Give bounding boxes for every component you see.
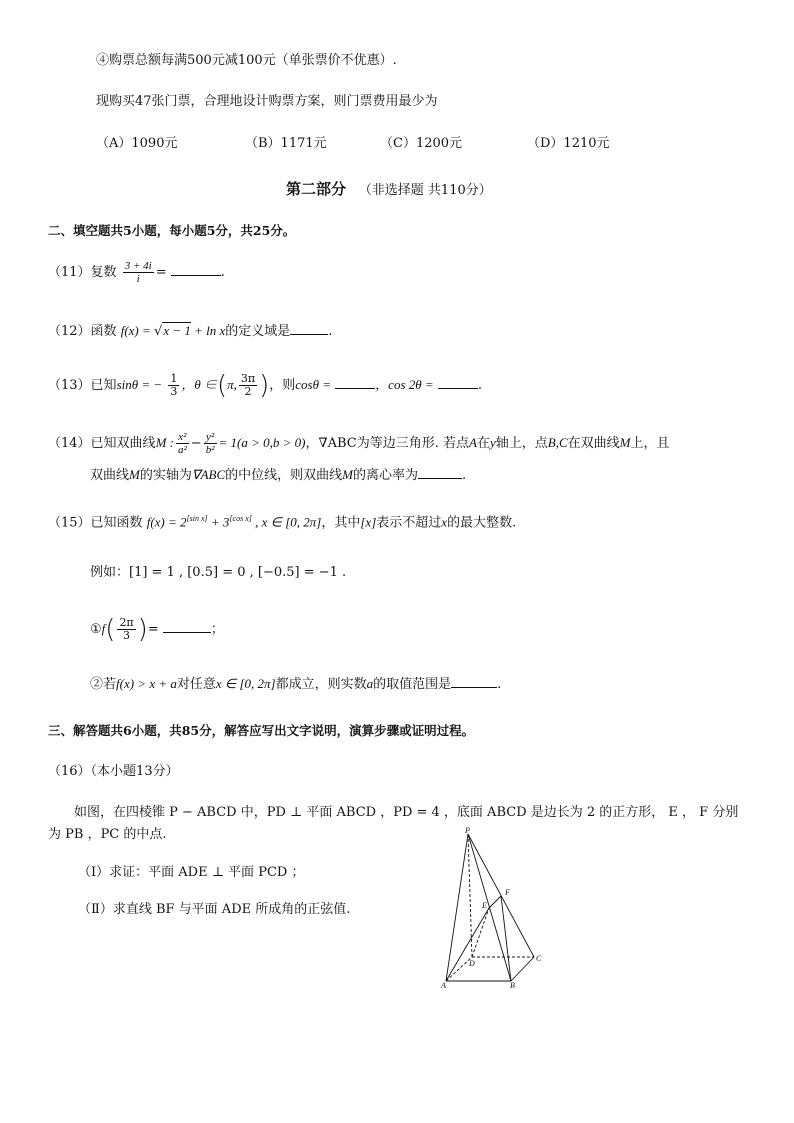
q14-line2-mid: 的实轴为 [139,468,192,483]
q15-sub2-mid2: 都成立，则实数 [275,677,367,692]
q13-numerator: 1 [170,372,178,385]
q15-sub1-den: 3 [123,629,131,642]
q15-sub-1: ①f( $\frac{2\pi}{3}$ )= ； [90,614,224,645]
label-C: C [536,954,542,963]
q14-line2-abc: ∇ABC [191,467,226,482]
q14-line2-M: M [129,467,140,482]
edge-AE [446,908,489,981]
pyramid-figure [436,826,556,991]
label-B: B [510,981,515,990]
q14-BC: B,C [547,435,568,450]
q15-exp2: [cos x] [229,514,252,523]
q15-x: x [441,514,448,530]
section-3-heading: 三、解答题共6小题，共85分，解答应写出文字说明，演算步骤或证明过程。 [48,723,475,738]
q15-example: 例如：[1] = 1 , [0.5] = 0 , [−0.5] = −1 . [90,565,347,580]
q13-denominator: 3 [170,385,178,398]
q15-sub1-mark: ① [90,622,102,637]
part-title-sub: （非选择题 共110分） [358,183,492,198]
edge-EF [489,896,501,908]
option-c: （C）1200元 [380,136,463,151]
q14-y-frac [204,431,217,456]
q12-radicand: x − 1 [163,323,191,338]
q13-sin: sinθ = − [116,377,163,392]
rule-4: ④购票总额每满500元减100元（单张票价不优惠）. [96,53,397,68]
label-E: E [482,901,487,910]
section-2-heading: 二、填空题共5小题，每小题5分，共25分。 [48,223,296,238]
q14-M2: M [619,435,631,450]
option-b: （B）1171元 [245,136,327,151]
label-P: P [465,826,470,835]
q15-sub2-a: a [366,676,374,691]
q16-part-1: （Ⅰ）求证：平面 ADE ⊥ 平面 PCD ； [78,865,305,880]
question-text: 现购买47张门票，合理地设计购票方案，则门票费用最少为 [96,94,438,109]
question-13: （13）已知sinθ = − $\frac{1}{3}$ ，θ ∈(π, $\frac{3\pi}{2}$ )，则cosθ = ，cos 2θ = . [48,370,482,401]
q15-sub-2: ②若f(x) > x + a对任意x ∈ [0, 2π]都成立，则实数a的取值范围是 . [90,676,502,692]
q13-cos2: ，cos 2θ = [375,377,434,392]
q12-answer-blank[interactable] [290,322,328,335]
q16-line-1: 如图，在四棱锥 P − ABCD 中，PD ⊥ 平面 ABCD ，PD = 4 ，底面 ABCD 是边长为 2 的正方形， E ， F 分别 [74,805,739,820]
q15-sub2-pre: ②若 [90,677,117,692]
q15-sub2-math: f(x) > x + a [116,676,177,691]
q15-end2: 的最大整数. [447,515,517,531]
q15-sub2-math2: x ∈ [0, 2π] [215,676,276,691]
q14-M: M : [155,435,174,450]
q14-x-frac [176,431,189,456]
edge-PA [446,834,468,981]
question-14-line-2: 双曲线M的实轴为∇ABC的中位线，则双曲线M的离心率为 . [90,467,467,483]
q15-domain: , x ∈ [0, 2π] [251,514,322,530]
question-15 [48,510,516,532]
edge-FB [501,896,511,981]
question-11: （11）复数 $\frac{3 + 4i}{i}$ = . [48,260,225,285]
q14-mid4: 在双曲线 [567,436,620,451]
q14-y-den: b² [205,444,215,456]
q15-func: f(x) = 2 [146,514,187,530]
q15-pre: 已知函数 [90,515,143,531]
q15-sub1-f: f [101,621,106,636]
q11-equals: = [155,265,167,280]
q14-mid: ，∇ABC为等边三角形. 若点 [305,436,469,451]
q14-x-num: x² [176,431,189,444]
q14-number: （14） [48,436,91,451]
q15-sub1-end: ； [210,622,224,637]
q14-mid3: 轴上，点 [495,436,548,451]
q14-line2-pre: 双曲线 [90,468,130,483]
q11-denominator: i [136,273,140,285]
q14-mid2: 在 [476,436,490,451]
q11-answer-blank[interactable] [171,263,221,276]
q14-pre: 已知双曲线 [90,436,156,451]
q16-head: （16）（本小题13分） [48,764,179,779]
q13-pre: 已知 [90,378,117,393]
q13-int-den: 2 [244,385,252,398]
label-D: D [469,959,475,968]
question-14-line-1: （14）已知双曲线M : $\frac{\text{x²}}{\text{a²}}$ − $\frac{\text{y²}}{\text{b²}}$ = 1(a > 0,b > 0)，∇ABC为等边三角形. 若点A在y轴上，点B,C在双曲线M上，且 [48,431,670,456]
option-a: （A）1090元 [96,136,178,151]
q12-func: f(x) = [120,323,155,338]
q14-line2-mid2: 的中位线，则双曲线 [225,468,343,483]
q15-sub1-eq: = [147,622,159,637]
q11-number: （11） [48,265,91,280]
q11-text: 复数 [90,265,117,280]
q15-number: （15） [48,515,91,531]
label-A: A [441,981,446,990]
part-title [286,180,492,200]
question-12: （12）函数 f(x) = √x − 1 + ln x的定义域是 . [48,323,333,339]
q12-pre: 函数 [90,324,117,339]
q14-line2-end: 的离心率为 [352,468,418,483]
q13-cos: cosθ = [295,377,332,392]
q15-bracket: [x] [360,514,377,530]
q13-int-num: 3π [240,372,256,385]
q13-cos2-blank[interactable] [438,376,478,389]
q11-fraction [123,260,154,285]
label-F: F [505,888,510,897]
q13-interval-left: π, [227,377,237,392]
q14-y: y [489,435,496,450]
q12-post: 的定义域是 [225,324,291,339]
q12-number: （12） [48,324,91,339]
q14-line2-M2: M [342,467,353,482]
q15-sub1-blank[interactable] [163,620,211,633]
q12-post-math: + ln x [190,323,226,338]
q14-answer-blank[interactable] [418,466,462,479]
q13-then: ，则 [269,378,296,393]
q13-cos-blank[interactable] [335,376,375,389]
q11-numerator: 3 + 4i [124,260,152,272]
part-title-main: 第二部分 [286,180,347,198]
q16-part-2: （Ⅱ）求直线 BF 与平面 ADE 所成角的正弦值. [78,902,351,917]
q14-x-den: a² [177,444,187,456]
edge-PC [468,834,534,957]
q13-interval-fraction [239,373,257,398]
edge-BC [511,957,534,981]
q16-line-2: 为 PB ，PC 的中点. [48,827,167,842]
q15-end: 表示不超过 [376,515,442,531]
q14-y-num: y² [204,431,217,444]
q15-sub2-blank[interactable] [451,675,497,688]
q14-cond: = 1(a > 0,b > 0) [218,435,306,450]
q15-sub1-num: 2π [119,616,134,629]
q13-fraction [168,373,179,398]
q14-end1: 上，且 [630,436,670,451]
q15-sub2-mid: 对任意 [176,677,216,692]
q13-number: （13） [48,378,91,393]
q15-sub2-end: 的取值范围是 [373,677,452,692]
option-d: （D）1210元 [527,136,610,151]
q15-mid: ，其中 [321,515,361,531]
q14-A: A [468,435,477,450]
q15-exp1: [sin x] [186,514,208,523]
q15-sub1-frac [117,617,135,642]
q15-plus: + 3 [207,514,230,530]
q13-theta: ，θ ∈ [181,377,217,392]
